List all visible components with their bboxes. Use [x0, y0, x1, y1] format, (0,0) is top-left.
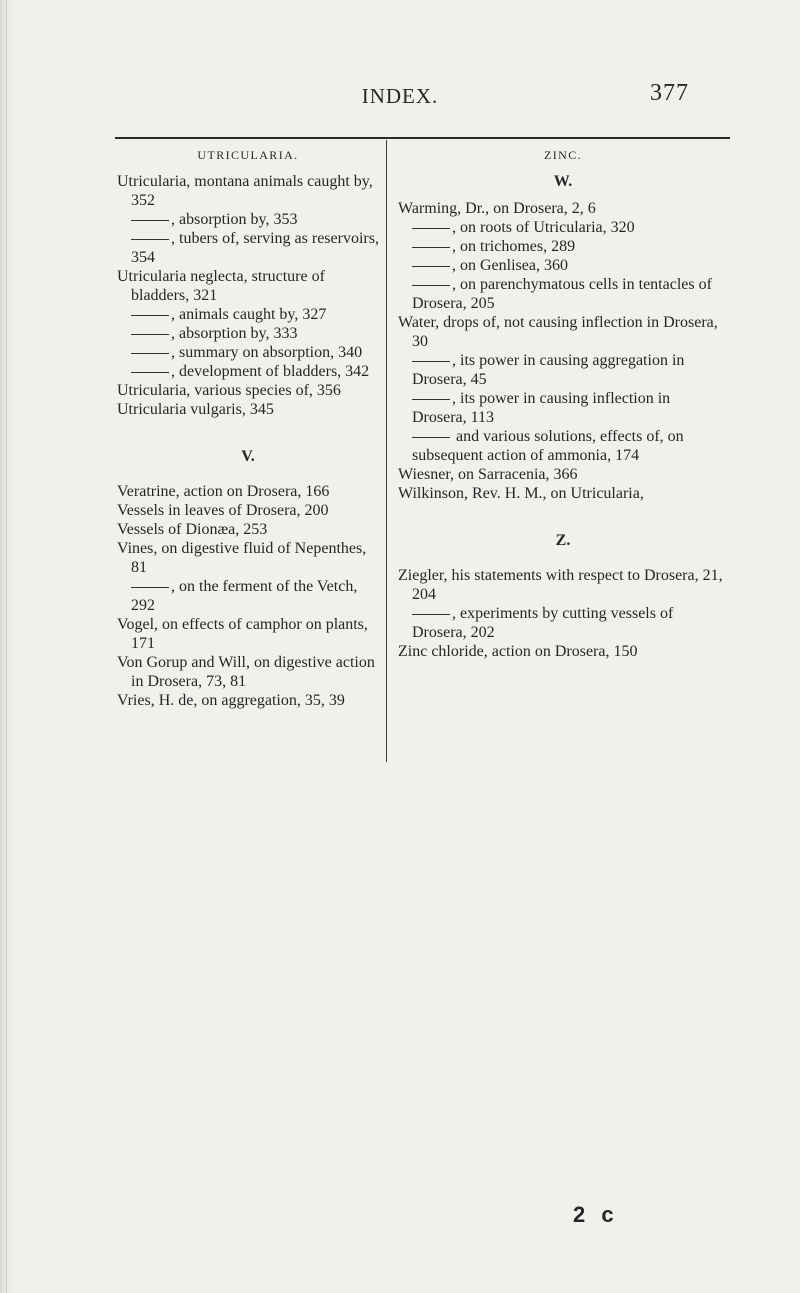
index-entry	[117, 381, 379, 400]
entry-text: , absorption by, 333	[171, 325, 298, 342]
ditto-dash	[412, 266, 450, 267]
entry-text: Zinc chloride, action on Drosera, 150	[398, 643, 638, 660]
index-entry	[117, 482, 379, 501]
page-binding-edge	[0, 0, 18, 1293]
entry-text: and various solutions, effects of, on subsequent action of ammonia, 174	[412, 428, 684, 464]
section-letter-w: W.	[553, 173, 573, 190]
index-sub-entry	[117, 343, 379, 362]
ditto-dash	[131, 334, 169, 335]
index-entry	[398, 484, 728, 503]
index-entry	[398, 465, 728, 484]
page-number: 377	[650, 80, 689, 106]
entry-text: , absorption by, 353	[171, 211, 298, 228]
index-entry	[117, 501, 379, 520]
index-sub-entry	[398, 389, 728, 427]
entry-text: , on the ferment of the Vetch, 292	[131, 578, 358, 614]
index-entry	[398, 199, 728, 218]
index-entry	[398, 642, 728, 661]
entry-text: Wilkinson, Rev. H. M., on Utricularia,	[398, 485, 644, 502]
ditto-dash	[131, 315, 169, 316]
section-letter-z: Z.	[555, 532, 571, 549]
right-column	[398, 146, 728, 661]
running-head-right: ZINC.	[544, 148, 582, 162]
column-divider	[386, 140, 387, 762]
index-entry	[398, 566, 728, 604]
entry-text: Water, drops of, not causing inflection in Drosera, 30	[398, 314, 718, 350]
index-block	[117, 172, 379, 419]
entry-text: Vines, on digestive fluid of Nepenthes, 81	[117, 540, 367, 576]
header-rule	[115, 137, 730, 139]
entry-text: Wiesner, on Sarracenia, 366	[398, 466, 578, 483]
entry-text: Ziegler, his statements with respect to Drosera, 21, 204	[398, 567, 723, 603]
ditto-dash	[412, 614, 450, 615]
index-sub-entry	[117, 362, 379, 381]
entry-text: Utricularia, montana animals caught by, 352	[117, 173, 373, 209]
running-head-left: UTRICULARIA.	[197, 148, 299, 162]
index-sub-entry	[398, 237, 728, 256]
entry-text: , on trichomes, 289	[452, 238, 576, 255]
index-block	[398, 566, 728, 661]
index-entry	[117, 172, 379, 210]
entry-text: , tubers of, serving as reservoirs, 354	[131, 230, 379, 266]
entry-text: , on Genlisea, 360	[452, 257, 568, 274]
left-column	[117, 146, 379, 710]
index-block	[117, 482, 379, 710]
ditto-dash	[131, 353, 169, 354]
ditto-dash	[412, 437, 450, 438]
entry-text: , its power in causing inflection in Drosera, 113	[412, 390, 671, 426]
index-entry	[117, 267, 379, 305]
index-entry	[117, 615, 379, 653]
index-sub-entry	[398, 275, 728, 313]
index-sub-entry	[398, 351, 728, 389]
index-entry	[117, 653, 379, 691]
entry-text: , on roots of Utricularia, 320	[452, 219, 635, 236]
index-sub-entry	[398, 256, 728, 275]
index-entry	[117, 539, 379, 577]
entry-text: , experiments by cutting vessels of Drosera, 202	[412, 605, 674, 641]
entry-text: Vessels of Dionæa, 253	[117, 521, 268, 538]
entry-text: Vries, H. de, on aggregation, 35, 39	[117, 692, 345, 709]
index-sub-entry	[117, 305, 379, 324]
page-title: INDEX.	[361, 84, 439, 108]
ditto-dash	[131, 587, 169, 588]
index-entry	[117, 520, 379, 539]
entry-text: , summary on absorption, 340	[171, 344, 363, 361]
ditto-dash	[412, 399, 450, 400]
index-sub-entry	[398, 218, 728, 237]
ditto-dash	[131, 220, 169, 221]
entry-text: , on parenchymatous cells in tentacles of Drosera, 205	[412, 276, 712, 312]
index-sub-entry	[398, 427, 728, 465]
entry-text: Vogel, on effects of camphor on plants, 171	[117, 616, 368, 652]
entry-text: Warming, Dr., on Drosera, 2, 6	[398, 200, 596, 217]
index-sub-entry	[117, 324, 379, 343]
index-sub-entry	[117, 229, 379, 267]
index-sub-entry	[117, 577, 379, 615]
ditto-dash	[412, 228, 450, 229]
entry-text: , animals caught by, 327	[171, 306, 327, 323]
index-sub-entry	[117, 210, 379, 229]
ditto-dash	[412, 285, 450, 286]
entry-text: Utricularia vulgaris, 345	[117, 401, 274, 418]
ditto-dash	[131, 239, 169, 240]
ditto-dash	[412, 361, 450, 362]
ditto-dash	[412, 247, 450, 248]
index-sub-entry	[398, 604, 728, 642]
entry-text: Vessels in leaves of Drosera, 200	[117, 502, 329, 519]
entry-text: Utricularia neglecta, structure of bladders, 321	[117, 268, 325, 304]
ditto-dash	[131, 372, 169, 373]
index-entry	[398, 313, 728, 351]
section-letter-v: V.	[241, 448, 255, 465]
entry-text: Veratrine, action on Drosera, 166	[117, 483, 330, 500]
index-block	[398, 199, 728, 503]
entry-text: , development of bladders, 342	[171, 363, 370, 380]
entry-text: Von Gorup and Will, on digestive action in Drosera, 73, 81	[117, 654, 375, 690]
entry-text: Utricularia, various species of, 356	[117, 382, 341, 399]
index-entry	[117, 400, 379, 419]
index-entry	[117, 691, 379, 710]
signature-mark: 2 c	[573, 1202, 619, 1227]
entry-text: , its power in causing aggregation in Drosera, 45	[412, 352, 685, 388]
